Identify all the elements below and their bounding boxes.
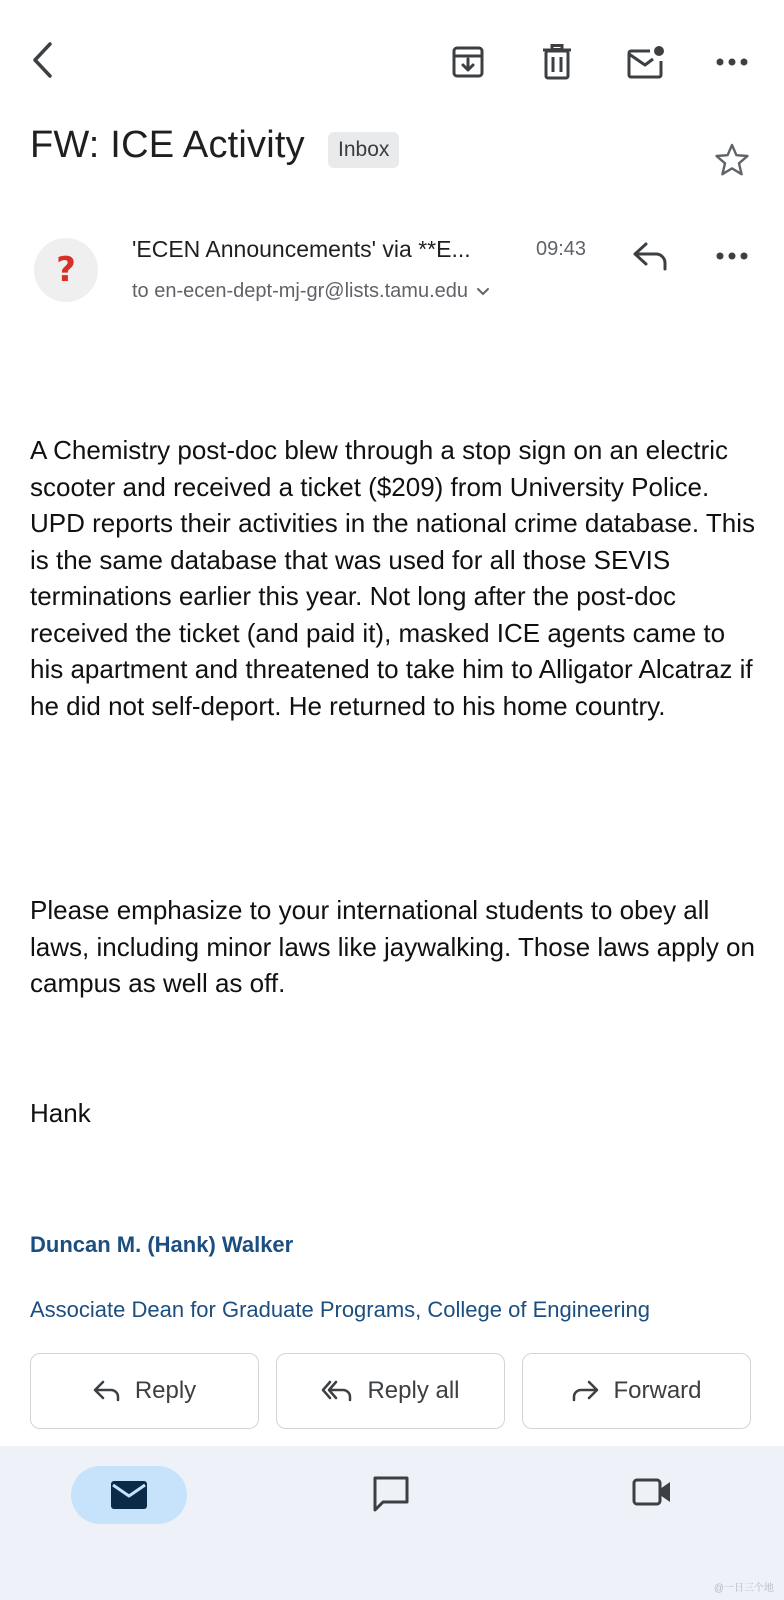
- reply-icon: [93, 1380, 121, 1402]
- reply-all-button[interactable]: [276, 1353, 505, 1429]
- chevron-down-icon[interactable]: [476, 287, 490, 297]
- more-icon[interactable]: [710, 42, 754, 82]
- reply-all-button-label: Reply all: [367, 1377, 460, 1404]
- email-body-paragraph: Please emphasize to your international students to obey all laws, including minor laws like jaywalking. Those laws apply on campus as well as off.: [30, 895, 755, 998]
- watermark-text: @一日三个地: [713, 1583, 774, 1594]
- recipient-details[interactable]: [132, 280, 490, 303]
- sender-name[interactable]: 'ECEN Announcements' via **E...: [132, 236, 471, 262]
- forward-button[interactable]: [522, 1353, 751, 1429]
- nav-mail-tab[interactable]: [71, 1466, 187, 1524]
- recipient-text: to en-ecen-dept-mj-gr@lists.tamu.edu: [132, 280, 468, 302]
- top-toolbar: [0, 0, 784, 120]
- email-time: 09:43: [536, 238, 587, 260]
- reply-all-icon: [321, 1380, 353, 1402]
- meet-icon[interactable]: [632, 1476, 672, 1508]
- chat-icon[interactable]: [371, 1474, 411, 1512]
- bottom-navigation: [0, 1446, 784, 1600]
- sender-avatar: [34, 238, 98, 302]
- mark-unread-icon[interactable]: [622, 40, 670, 84]
- email-body-paragraph: A Chemistry post-doc blew through a stop sign on an electric scooter and received a ticket ($209) from University Police. UPD reports their activities in the national crime database. This is the same database that was used for all those SEVIS terminations earlier this year. Not long after the post-doc received the ticket (and paid it), masked ICE agents came to his apartment and threatened to take him to Alligator Alcatraz if he did not self-deport. He returned to his home country.: [30, 435, 755, 721]
- avatar-glyph: ?: [56, 250, 76, 290]
- delete-icon[interactable]: [535, 40, 579, 84]
- reply-button[interactable]: [30, 1353, 259, 1429]
- more-icon[interactable]: [710, 236, 754, 276]
- back-icon[interactable]: [20, 38, 64, 82]
- forward-button-label: Forward: [613, 1377, 702, 1404]
- reply-button-label: Reply: [134, 1377, 197, 1404]
- star-icon[interactable]: [710, 138, 754, 182]
- archive-icon[interactable]: [446, 40, 490, 84]
- forward-icon: [571, 1380, 599, 1402]
- inbox-label-badge[interactable]: Inbox: [328, 132, 399, 168]
- signature-title: Associate Dean for Graduate Programs, College of Engineering: [30, 1297, 651, 1322]
- signature-name: Duncan M. (Hank) Walker: [30, 1232, 294, 1257]
- email-body-signoff: Hank: [30, 1098, 91, 1128]
- reply-icon[interactable]: [628, 236, 672, 276]
- mail-icon: [110, 1480, 148, 1510]
- email-subject: FW: ICE Activity: [30, 124, 305, 166]
